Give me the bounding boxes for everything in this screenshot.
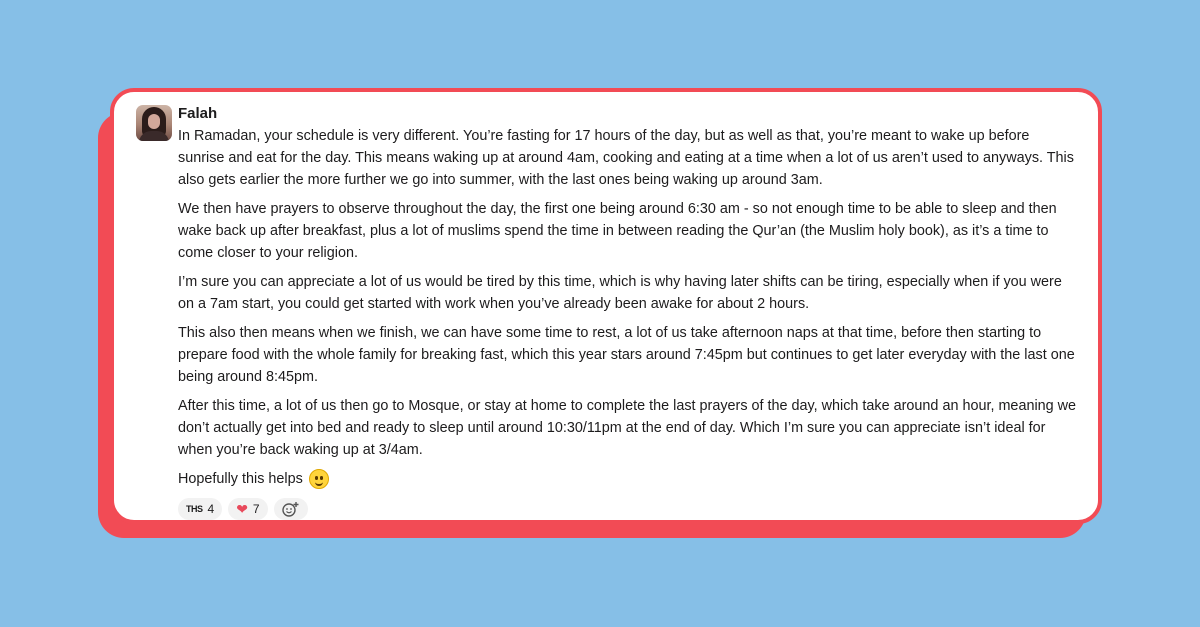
add-reaction-button[interactable] bbox=[274, 498, 308, 520]
reaction-count: 7 bbox=[252, 502, 260, 516]
author-name[interactable]: Falah bbox=[178, 105, 218, 122]
avatar[interactable] bbox=[136, 105, 172, 141]
closing-line bbox=[178, 468, 1078, 490]
reaction-ths[interactable] bbox=[178, 498, 222, 520]
message-paragraph: This also then means when we finish, we can have some time to rest, a lot of us take afternoon naps at that time, before then starting to prepare food with the whole family for breaking fast, which this year stars around 7:45pm but continues to get later everyday with the last one being around 8:45pm. bbox=[178, 325, 1075, 385]
heart-icon: ❤ bbox=[236, 501, 248, 517]
slightly-smiling-face-icon bbox=[309, 469, 329, 489]
reaction-bar bbox=[178, 498, 1078, 520]
ths-icon: THS bbox=[186, 504, 203, 514]
message-paragraph: After this time, a lot of us then go to Mosque, or stay at home to complete the last prayers of the day, which take around an hour, meaning we don’t actually get into bed and ready to sleep until around 10:30/11pm at the end of day. Which I’m sure you can appreciate isn’t ideal for when you’re back waking up at 3/4am. bbox=[178, 398, 1077, 458]
message-body bbox=[178, 103, 1078, 520]
message-paragraph: In Ramadan, your schedule is very different. You’re fasting for 17 hours of the day, but as well as that, you’re meant to wake up before sunrise and eat for the day. This means waking up at around 4am, cooking and eating at a time when a lot of us aren’t used to anyways. This also gets earlier the more further we go into summer, with the last ones being waking up around 3am. bbox=[178, 128, 1074, 188]
message-paragraph: I’m sure you can appreciate a lot of us would be tired by this time, which is why having later shifts can be tiring, especially when if you were on a 7am start, you could get started with work when you’ve already been awake for about 2 hours. bbox=[178, 274, 1062, 312]
reaction-heart[interactable] bbox=[228, 498, 267, 520]
message-card bbox=[110, 88, 1102, 524]
reaction-count: 4 bbox=[207, 502, 215, 516]
add-emoji-icon bbox=[282, 501, 300, 517]
closing-text: Hopefully this helps bbox=[178, 471, 303, 487]
message-paragraph: We then have prayers to observe throughout the day, the first one being around 6:30 am - so not enough time to be able to sleep and then wake back up after breakfast, plus a lot of muslims spend the time in between reading the Qur’an (the Muslim holy book), as it’s a time to come closer to your religion. bbox=[178, 201, 1057, 261]
